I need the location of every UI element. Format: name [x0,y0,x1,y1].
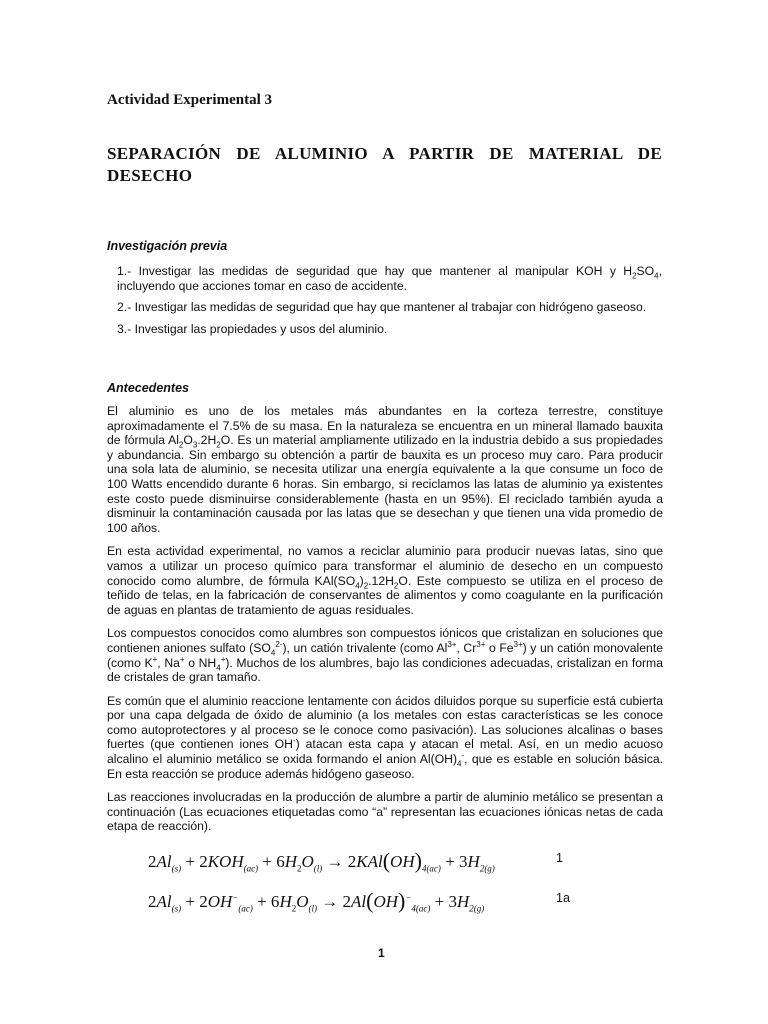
page-number: 1 [378,946,385,960]
investigacion-heading: Investigación previa [107,239,228,253]
investigacion-list [117,264,662,343]
equation-1a: $2Al_{(s)} + 2OH^-_{(ac)} + 6H_2O_{(l)} \to 2Al(OH)^-_{4(ac)} + 3H_{2(g)}$ [148,888,485,914]
equation-number: 1 [556,851,563,865]
paragraph: Es común que el aluminio reaccione lentamente con ácidos diluidos porque su superficie está cubierta por una capa delgada de óxido de aluminio (a los metales con estas características se les conoce como autoprotectores y al proceso se le conoce como pasivación). Las soluciones alcalinas o bases fuertes (que contienen iones OH-) atacan esta capa y atacan el metal. Así, en un medio acuoso alcalino el aluminio metálico se oxida formando el anion $Al(OH)_4^-$, que es estable en solución básica. En esta reacción se produce además hidógeno gaseoso. [107,693,663,781]
paragraph: Los compuestos conocidos como alumbres son compuestos iónicos que cristalizan en soluciones que contienen aniones sulfato $(SO_4^{2-})$, un catión trivalente (como $Al^{3+}$, $Cr^{3+}$ o $Fe^{3+}$) y un catión monovalente (como K+, Na+ o $NH_4^+$). Muchos de los alumbres, bajo las condiciones adecuadas, cristalizan en forma de cristales de gran tamaño. [107,626,663,685]
activity-title: Actividad Experimental 3 [107,92,272,108]
antecedentes-heading: Antecedentes [107,381,189,395]
list-item: 1.- Investigar las medidas de seguridad que hay que mantener al manipular KOH y $H_2SO_4$, incluyendo que acciones tomar en caso de accidente. [117,264,662,293]
main-title: SEPARACIÓN DE ALUMINIO A PARTIR DE MATERIAL DE DESECHO [107,144,662,185]
paragraph: Las reacciones involucradas en la producción de alumbre a partir de aluminio metálico se presentan a continuación (Las ecuaciones etiquetadas como “a” representan las ecuaciones iónicas netas de cada etapa de reacción). [107,790,663,834]
list-item: 2.- Investigar las medidas de seguridad que hay que mantener al trabajar con hidrógeno gaseoso. [117,300,647,314]
antecedentes-body [107,404,663,843]
paragraph: En esta actividad experimental, no vamos a reciclar aluminio para producir nuevas latas, sino que vamos a utilizar un proceso químico para transformar el aluminio de desecho en un compuesto conocido como alumbre, de fórmula $KAl(SO_4)_2.12H_2O$. Este compuesto se utiliza en el proceso de teñido de telas, en la fabricación de conservantes de alimentos y como coagulante en la purificación de aguas en plantas de tratamiento de aguas residuales. [107,544,664,617]
equation-1: $2Al_{(s)} + 2KOH_{(ac)} + 6H_2O_{(l)} \to 2KAl(OH)_{4(ac)} + 3H_{2(g)}$ [148,848,495,874]
list-item: 3.- Investigar las propiedades y usos del aluminio. [117,321,388,336]
paragraph: El aluminio es uno de los metales más abundantes en la corteza terrestre, constituye aproximadamente el 7.5% de su masa. En la naturaleza se encuentra en un mineral llamado bauxita de fórmula $Al_2O_3.2H_2O$. Es un material ampliamente utilizado en la industria debido a sus propiedades y abundancia. Sin embargo su obtención a partir de bauxita es un proceso muy caro. Para producir una sola lata de aluminio, se necesita utilizar una energía equivalente a la que consume un foco de 100 Watts encendido durante 6 horas. Sin embargo, si reciclamos las latas de aluminio ya existentes este costo puede disminuirse considerablemente (hasta en un 95%). El reciclado también ayuda a disminuir la contaminación causada por las latas que se desechan y que tienen una vida promedio de 100 años. [107,404,663,535]
equation-number: 1a [556,891,570,905]
